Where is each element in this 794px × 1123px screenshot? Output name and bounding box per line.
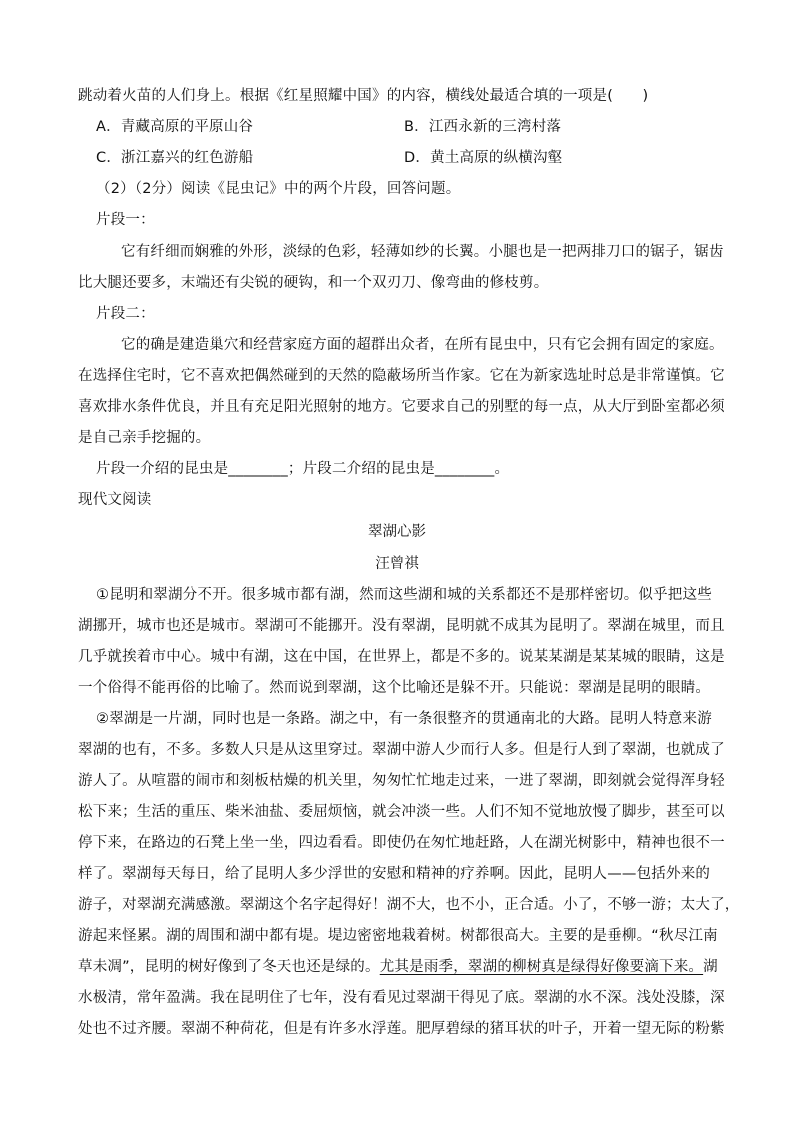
option-a: A．青藏高原的平原山谷 (96, 119, 254, 135)
article-line: 样了。翠湖每天每日，给了昆明人多少浮世的安慰和精神的疗养啊。因此，昆明人——包括外来的 (78, 866, 711, 882)
underlined-sentence: 尤其是雨季，翠湖的柳树真是绿得好像要滴下来。 (379, 959, 704, 975)
article-line: 几乎就挨着市中心。城中有湖，这在中国，在世界上，都是不多的。说某某湖是某某城的眼睛，这是 (78, 649, 725, 665)
article-title: 翠湖心影 (368, 524, 426, 540)
article-line-text: 草未凋”，昆明的树好像到了冬天也还是绿的。 (78, 959, 380, 975)
fragment-2-line: 在选择住宅时，它不喜欢把偶然碰到的天然的隐蔽场所当作家。它在为新家选址时总是非常谨慎。它 (78, 368, 725, 384)
fragment-1-line: 比大腿还要多，末端还有尖锐的硬钩，和一个双刃刀、像弯曲的修枝剪。 (78, 275, 549, 291)
article-line: 湖挪开，城市也还是城市。翠湖可不能挪开。没有翠湖，昆明就不成其为昆明了。翠湖在城里，而且 (78, 618, 725, 634)
sub-question-2-title: （2）（2分）阅读《昆虫记》中的两个片段，回答问题。 (96, 181, 461, 197)
article-line: 翠湖的也有，不多。多数人只是从这里穿过。翠湖中游人少而行人多。但是行人到了翠湖，也就成了 (78, 742, 725, 758)
article-line: 游人了。从喧嚣的闹市和刻板枯燥的机关里，匆匆忙忙地走过来，一进了翠湖，即刻就会觉得浑身轻 (78, 773, 725, 789)
article-author: 汪曾祺 (375, 556, 419, 572)
article-line: 松下来；生活的重压、柴米油盐、委屈烦恼，就会冲淡一些。人们不知不觉地放慢了脚步，甚至可以 (78, 804, 725, 820)
option-b: B．江西永新的三湾村落 (404, 119, 562, 135)
article-line: 一个俗得不能再俗的比喻了。然而说到翠湖，这个比喻还是躲不开。只能说：翠湖是昆明的眼睛。 (78, 680, 711, 696)
option-c: C．浙江嘉兴的红色游船 (96, 150, 254, 166)
fill-blank-question: 片段一介绍的昆虫是________；片段二介绍的昆虫是________。 (96, 461, 510, 477)
fragment-2-line: 是自己亲手挖掘的。 (78, 430, 211, 446)
fragment-2-line: 它的确是建造巢穴和经营家庭方面的超群出众者，在所有昆虫中，只有它会拥有固定的家庭。 (121, 337, 724, 353)
article-line: 停下来，在路边的石凳上坐一坐，四边看看。即使仍在匆忙地赶路，人在湖光树影中，精神也很不一 (78, 835, 725, 851)
article-line: ②翠湖是一片湖，同时也是一条路。湖之中，有一条很整齐的贯通南北的大路。昆明人特意来游 (96, 711, 712, 727)
fragment-1-label: 片段一： (96, 212, 155, 228)
article-line: 处也不过齐腰。翠湖不种荷花，但是有许多水浮莲。肥厚碧绿的猪耳状的叶子，开着一望无际的粉紫 (78, 1021, 725, 1037)
article-line: 游起来怪累。湖的周围和湖中都有堤。堤边密密地栽着树。树都很高大。主要的是垂柳。“秋尽江南 (78, 928, 718, 944)
fragment-2-line: 喜欢排水条件优良，并且有充足阳光照射的地方。它要求自己的别墅的每一点，从大厅到卧室都必须 (78, 399, 725, 415)
fragment-2-label: 片段二： (96, 306, 155, 322)
fragment-1-line: 它有纤细而娴雅的外形，淡绿的色彩，轻薄如纱的长翼。小腿也是一把两排刀口的锯子，锯齿 (121, 244, 724, 260)
section-label: 现代文阅读 (78, 492, 152, 508)
article-line: ①昆明和翠湖分不开。很多城市都有湖，然而这些湖和城的关系都还不是那样密切。似乎把这些 (96, 587, 712, 603)
article-line-tail: 湖 (703, 959, 718, 975)
article-line (78, 955, 718, 976)
article-line: 游子，对翠湖充满感激。翠湖这个名字起得好！湖不大，也不小，正合适。小了，不够一游；太大了， (78, 897, 740, 913)
option-d: D．黄土高原的纵横沟壑 (404, 150, 563, 166)
article-line: 水极清，常年盈满。我在昆明住了七年，没有看见过翠湖干得见了底。翠湖的水不深。浅处没膝，深 (78, 990, 725, 1006)
question-stem-tail: 跳动着火苗的人们身上。根据《红星照耀中国》的内容，横线处最适合填的一项是( ) (78, 88, 649, 104)
